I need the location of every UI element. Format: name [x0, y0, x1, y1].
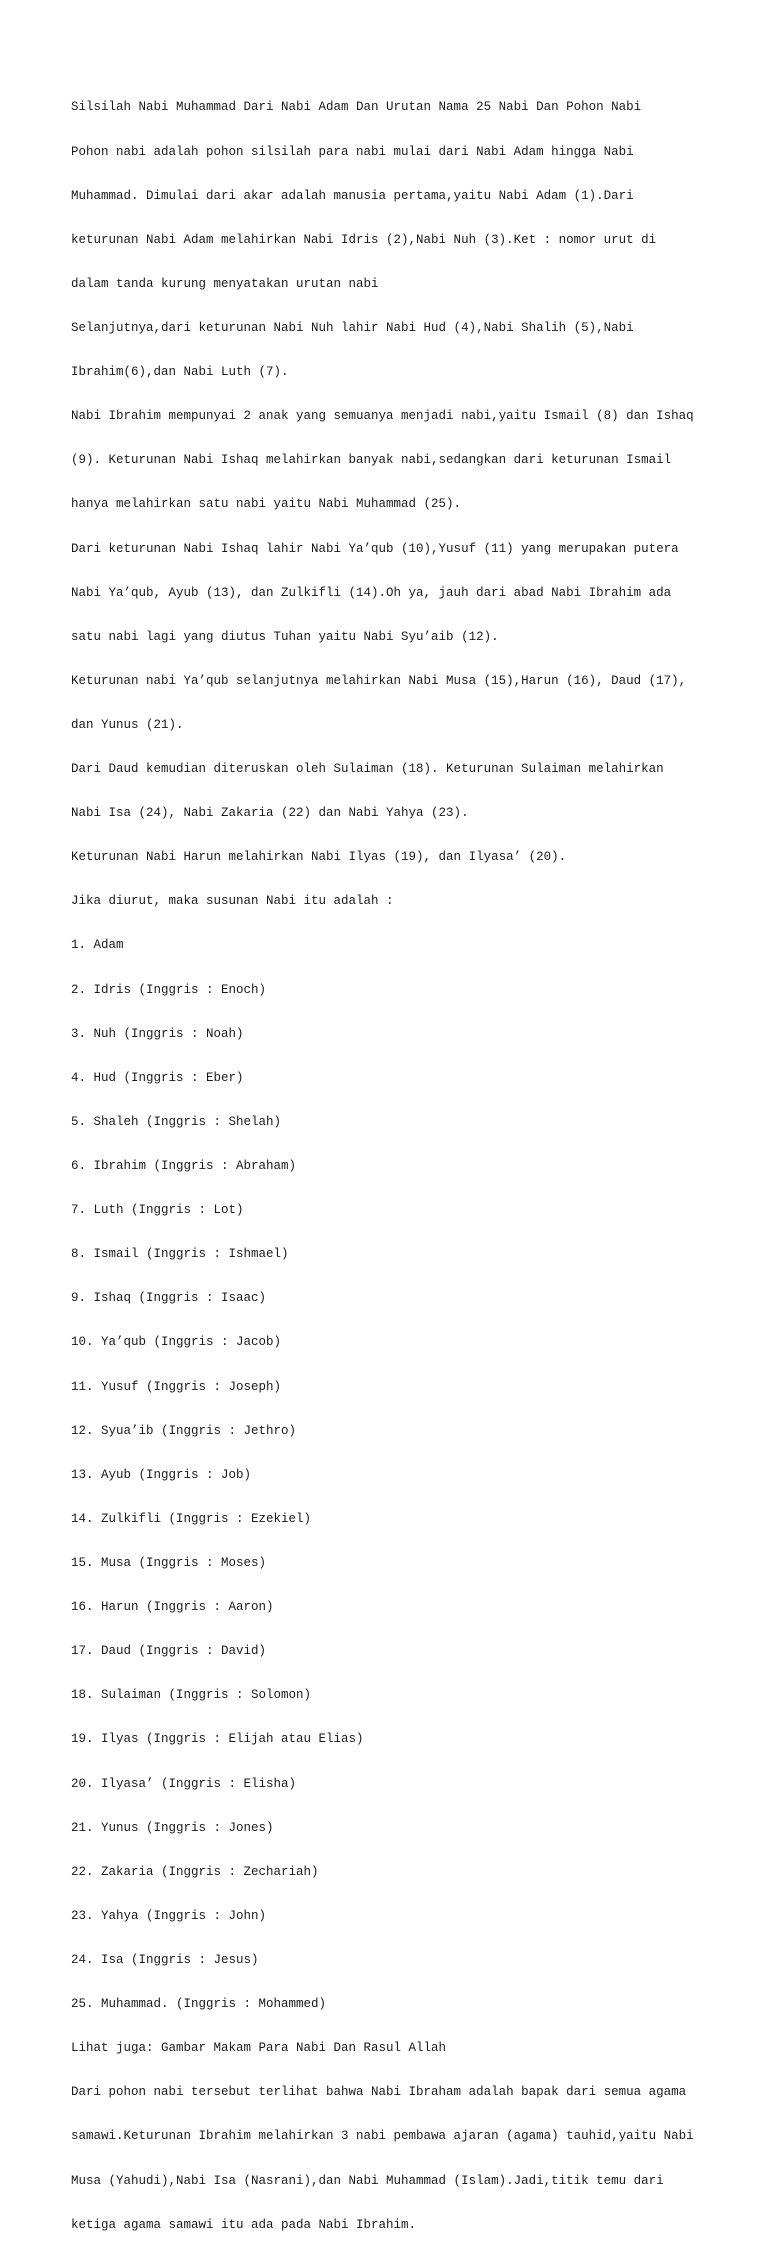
list-item: 6. Ibrahim (Inggris : Abraham)	[71, 1159, 297, 1174]
paragraph-line: samawi.Keturunan Ibrahim melahirkan 3 nabi pembawa ajaran (agama) tauhid,yaitu Nabi	[71, 2129, 694, 2144]
list-item: 8. Ismail (Inggris : Ishmael)	[71, 1247, 289, 1262]
list-item: 14. Zulkifli (Inggris : Ezekiel)	[71, 1511, 312, 1526]
paragraph-line: Nabi Ibrahim mempunyai 2 anak yang semuanya menjadi nabi,yaitu Ismail (8) dan Ishaq	[71, 409, 694, 424]
see-also-line: Lihat juga: Gambar Makam Para Nabi Dan Rasul Allah	[71, 2041, 447, 2056]
paragraph-line: dalam tanda kurung menyatakan urutan nabi	[71, 276, 379, 291]
paragraph-line: Dari keturunan Nabi Ishaq lahir Nabi Ya’qub (10),Yusuf (11) yang merupakan putera	[71, 541, 679, 556]
list-item: 18. Sulaiman (Inggris : Solomon)	[71, 1688, 312, 1703]
list-item: 22. Zakaria (Inggris : Zechariah)	[71, 1864, 319, 1879]
list-item: 20. Ilyasa’ (Inggris : Elisha)	[71, 1776, 297, 1791]
list-item: 15. Musa (Inggris : Moses)	[71, 1556, 267, 1571]
list-item: 12. Syua’ib (Inggris : Jethro)	[71, 1423, 297, 1438]
list-item: 4. Hud (Inggris : Eber)	[71, 1070, 244, 1085]
paragraph-line: Musa (Yahudi),Nabi Isa (Nasrani),dan Nabi Muhammad (Islam).Jadi,titik temu dari	[71, 2173, 664, 2188]
paragraph-line: Selanjutnya,dari keturunan Nabi Nuh lahir Nabi Hud (4),Nabi Shalih (5),Nabi	[71, 320, 634, 335]
list-item: 1. Adam	[71, 938, 124, 953]
list-item: 23. Yahya (Inggris : John)	[71, 1908, 267, 1923]
paragraph-line: keturunan Nabi Adam melahirkan Nabi Idris (2),Nabi Nuh (3).Ket : nomor urut di	[71, 232, 657, 247]
list-item: 25. Muhammad. (Inggris : Mohammed)	[71, 1997, 327, 2012]
list-item: 17. Daud (Inggris : David)	[71, 1644, 267, 1659]
paragraph-line: Pohon nabi adalah pohon silsilah para nabi mulai dari Nabi Adam hingga Nabi	[71, 144, 634, 159]
document-page	[71, 71, 711, 2247]
paragraph-line: Dari pohon nabi tersebut terlihat bahwa Nabi Ibraham adalah bapak dari semua agama	[71, 2085, 687, 2100]
paragraph-line: (9). Keturunan Nabi Ishaq melahirkan banyak nabi,sedangkan dari keturunan Ismail	[71, 453, 672, 468]
paragraph-line: hanya melahirkan satu nabi yaitu Nabi Muhammad (25).	[71, 497, 462, 512]
list-item: 9. Ishaq (Inggris : Isaac)	[71, 1291, 267, 1306]
paragraph-line: Nabi Isa (24), Nabi Zakaria (22) dan Nabi Yahya (23).	[71, 806, 469, 821]
document-title: Silsilah Nabi Muhammad Dari Nabi Adam Dan Urutan Nama 25 Nabi Dan Pohon Nabi	[71, 100, 642, 115]
list-item: 21. Yunus (Inggris : Jones)	[71, 1820, 274, 1835]
paragraph-line: Ibrahim(6),dan Nabi Luth (7).	[71, 365, 289, 380]
list-item: 19. Ilyas (Inggris : Elijah atau Elias)	[71, 1732, 364, 1747]
list-item: 11. Yusuf (Inggris : Joseph)	[71, 1379, 282, 1394]
paragraph-line: dan Yunus (21).	[71, 717, 184, 732]
list-item: 16. Harun (Inggris : Aaron)	[71, 1600, 274, 1615]
paragraph-line: Keturunan nabi Ya’qub selanjutnya melahirkan Nabi Musa (15),Harun (16), Daud (17),	[71, 673, 687, 688]
list-item: 2. Idris (Inggris : Enoch)	[71, 982, 267, 997]
paragraph-line: Keturunan Nabi Harun melahirkan Nabi Ilyas (19), dan Ilyasa’ (20).	[71, 850, 567, 865]
paragraph-line: Muhammad. Dimulai dari akar adalah manusia pertama,yaitu Nabi Adam (1).Dari	[71, 188, 634, 203]
paragraph-line: ketiga agama samawi itu ada pada Nabi Ibrahim.	[71, 2217, 417, 2232]
list-item: 7. Luth (Inggris : Lot)	[71, 1203, 244, 1218]
paragraph-line: Dari Daud kemudian diteruskan oleh Sulaiman (18). Keturunan Sulaiman melahirkan	[71, 762, 664, 777]
list-intro: Jika diurut, maka susunan Nabi itu adalah :	[71, 894, 394, 909]
list-item: 10. Ya’qub (Inggris : Jacob)	[71, 1335, 282, 1350]
list-item: 3. Nuh (Inggris : Noah)	[71, 1026, 244, 1041]
paragraph-line: satu nabi lagi yang diutus Tuhan yaitu Nabi Syu’aib (12).	[71, 629, 499, 644]
paragraph-line: Nabi Ya’qub, Ayub (13), dan Zulkifli (14).Oh ya, jauh dari abad Nabi Ibrahim ada	[71, 585, 672, 600]
list-item: 5. Shaleh (Inggris : Shelah)	[71, 1114, 282, 1129]
list-item: 24. Isa (Inggris : Jesus)	[71, 1953, 259, 1967]
list-item: 13. Ayub (Inggris : Job)	[71, 1467, 252, 1482]
